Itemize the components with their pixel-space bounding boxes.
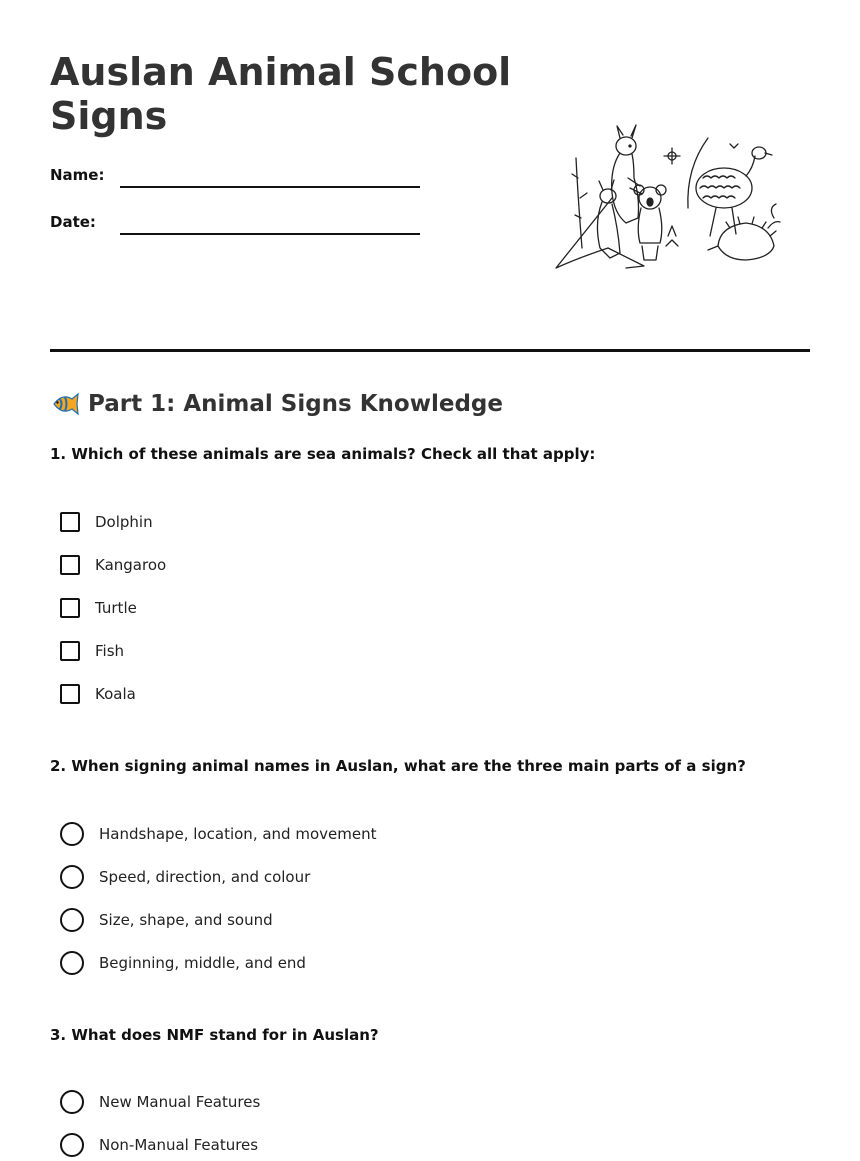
radio-button[interactable] [60, 951, 84, 975]
q2-option-2[interactable] [60, 865, 310, 889]
plants-drawing [572, 144, 780, 248]
option-label: Handshape, location, and movement [99, 825, 377, 843]
q2-option-3[interactable] [60, 908, 273, 932]
option-label: Beginning, middle, and end [99, 954, 306, 972]
q2-option-4[interactable] [60, 951, 306, 975]
name-input-line[interactable] [120, 186, 420, 188]
name-field [50, 164, 430, 188]
option-label: Kangaroo [95, 556, 167, 574]
option-label: Non-Manual Features [99, 1136, 259, 1154]
checkbox[interactable] [60, 684, 80, 704]
checkbox[interactable] [60, 598, 80, 618]
section-1-title: Part 1: Animal Signs Knowledge [88, 391, 503, 417]
radio-button[interactable] [60, 908, 84, 932]
q3-option-1[interactable] [60, 1090, 260, 1114]
checkbox[interactable] [60, 512, 80, 532]
radio-button[interactable] [60, 1090, 84, 1114]
option-label: Koala [95, 685, 136, 703]
option-label: Dolphin [95, 513, 153, 531]
date-label: Date: [50, 213, 96, 231]
question-3: 3. What does NMF stand for in Auslan? [50, 1026, 379, 1044]
name-label: Name: [50, 166, 105, 184]
q3-option-2[interactable] [60, 1133, 258, 1157]
question-1: 1. Which of these animals are sea animals? Check all that apply: [50, 445, 596, 463]
q2-option-1[interactable] [60, 822, 376, 846]
q1-option-dolphin[interactable] [60, 510, 153, 534]
q1-option-kangaroo[interactable] [60, 553, 166, 577]
tropical-fish-icon [50, 391, 80, 417]
joey-drawing [597, 180, 620, 258]
date-input-line[interactable] [120, 233, 420, 235]
question-2: 2. When signing animal names in Auslan, what are the three main parts of a sign? [50, 757, 746, 775]
australian-animals-illustration [548, 118, 784, 273]
radio-button[interactable] [60, 865, 84, 889]
koala-drawing [634, 185, 666, 260]
echidna-drawing [708, 217, 776, 260]
option-label: Fish [95, 642, 125, 660]
option-label: Size, shape, and sound [99, 911, 273, 929]
option-label: Turtle [95, 599, 137, 617]
option-label: Speed, direction, and colour [99, 868, 311, 886]
q1-option-fish[interactable] [60, 639, 124, 663]
q1-option-turtle[interactable] [60, 596, 137, 620]
checkbox[interactable] [60, 555, 80, 575]
emu-drawing [688, 138, 772, 236]
radio-button[interactable] [60, 822, 84, 846]
radio-button[interactable] [60, 1133, 84, 1157]
date-field [50, 211, 430, 235]
option-label: New Manual Features [99, 1093, 261, 1111]
section-divider [50, 349, 810, 352]
section-1-header [50, 388, 503, 420]
q1-option-koala[interactable] [60, 682, 136, 706]
checkbox[interactable] [60, 641, 80, 661]
page-title: Auslan Animal School Signs [50, 50, 512, 138]
